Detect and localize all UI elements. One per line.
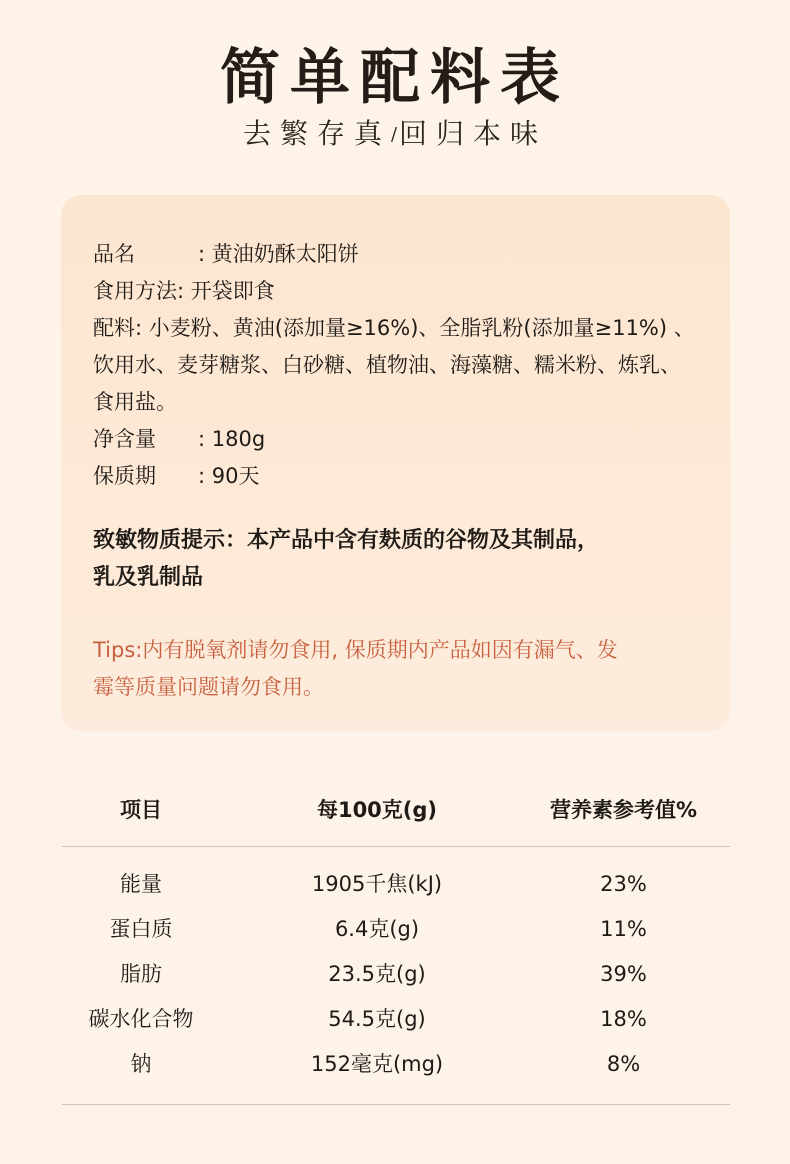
table-row xyxy=(0,952,790,997)
product-name-value: 黄油奶酥太阳饼 xyxy=(211,242,359,266)
nutrition-header-item: 项目 xyxy=(120,798,162,822)
ingredients-line2: 饮用水、麦芽糖浆、白砂糖、植物油、海藻糖、糯米粉、炼乳、 xyxy=(93,353,681,377)
table-row xyxy=(0,997,790,1042)
product-info-card xyxy=(61,195,730,731)
nutrient-nrv: 39% xyxy=(600,962,647,986)
nutrient-name: 碳水化合物 xyxy=(88,1007,194,1031)
nutrition-header-per100g: 每100克(g) xyxy=(316,798,438,822)
product-name-row: 品名 : 黄油奶酥太阳饼 xyxy=(93,236,733,273)
usage-value: 开袋即食 xyxy=(190,279,275,303)
nutrition-table-header xyxy=(0,790,790,830)
subtitle-right: 回归本味 xyxy=(399,117,548,150)
table-divider-bottom xyxy=(62,1104,730,1105)
allergen-line2: 乳及乳制品 xyxy=(93,565,204,590)
nutrient-amount: 1905千焦(kJ) xyxy=(311,872,443,896)
allergen-line1: 致敏物质提示：本产品中含有麸质的谷物及其制品， xyxy=(93,528,600,553)
nutrient-amount: 6.4克(g) xyxy=(334,917,420,941)
usage-row xyxy=(93,273,733,310)
ingredients-label: 配料: xyxy=(93,316,143,340)
nutrient-nrv: 23% xyxy=(600,872,647,896)
nutrient-amount: 23.5克(g) xyxy=(328,962,426,986)
nutrient-nrv: 11% xyxy=(600,917,647,941)
nutrient-amount: 152毫克(mg) xyxy=(310,1052,444,1076)
table-divider-top xyxy=(62,846,730,847)
nutrient-name: 能量 xyxy=(120,872,162,896)
ingredients-line1: 小麦粉、黄油(添加量≥16%)、全脂乳粉(添加量≥11%) 、 xyxy=(148,316,695,340)
usage-label: 食用方法: xyxy=(93,279,185,303)
nutrient-nrv: 18% xyxy=(600,1007,647,1031)
tips-notice xyxy=(93,632,713,706)
ingredients-row xyxy=(93,310,733,347)
subtitle-left: 去繁存真 xyxy=(242,117,391,150)
page-subtitle xyxy=(0,112,790,160)
nutrition-table-body xyxy=(0,862,790,1087)
shelf-life-row: 保质期 : 90天 xyxy=(93,458,733,495)
nutrient-name: 钠 xyxy=(130,1052,152,1076)
shelf-life-label: 保质期 xyxy=(93,464,156,488)
net-content-label: 净含量 xyxy=(93,427,156,451)
shelf-life-value: 90天 xyxy=(211,464,260,488)
product-info xyxy=(93,236,733,495)
nutrient-name: 脂肪 xyxy=(120,962,162,986)
table-row xyxy=(0,1042,790,1087)
allergen-notice xyxy=(93,522,713,596)
ingredients-line3: 食用盐。 xyxy=(93,390,177,414)
product-name-label: 品名 xyxy=(93,242,135,266)
nutrient-name: 蛋白质 xyxy=(109,917,173,941)
nutrition-header-nrv: 营养素参考值% xyxy=(549,798,698,822)
table-row xyxy=(0,907,790,952)
tips-line1: Tips:内有脱氧剂请勿食用, 保质期内产品如因有漏气、发 xyxy=(93,638,618,662)
subtitle-separator: / xyxy=(390,124,400,145)
nutrient-nrv: 8% xyxy=(606,1052,641,1076)
page-title: 简单配料表 xyxy=(220,43,570,113)
net-content-value: 180g xyxy=(211,427,266,451)
net-content-row: 净含量 : 180g xyxy=(93,421,733,458)
tips-line2: 霉等质量问题请勿食用。 xyxy=(93,675,324,699)
nutrient-amount: 54.5克(g) xyxy=(328,1007,426,1031)
table-row xyxy=(0,862,790,907)
